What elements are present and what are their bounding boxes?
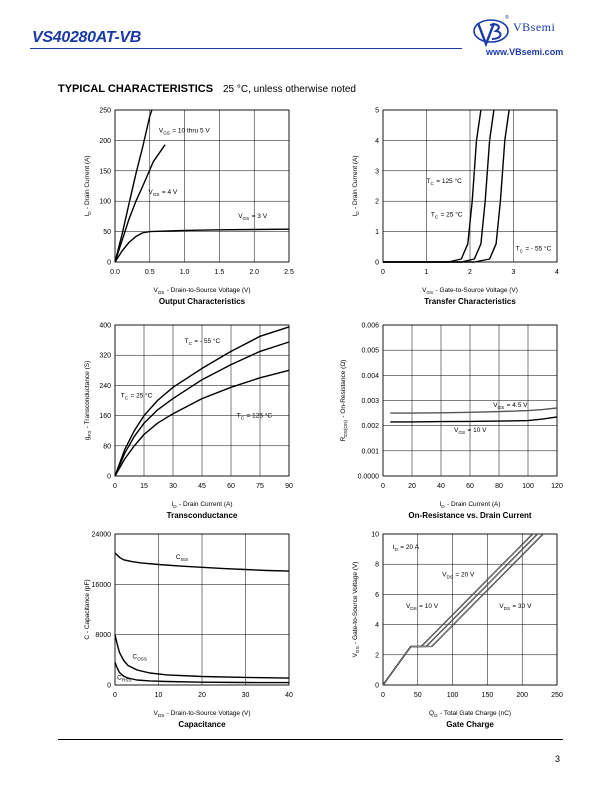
y-tick-label: 0 — [107, 682, 111, 690]
y-tick-label: 150 — [99, 168, 111, 176]
x-tick-label: 20 — [408, 483, 416, 490]
y-axis-label: $g_{FS}$ - Transconductance (S) — [84, 360, 92, 441]
brand-url[interactable]: www.VBsemi.com — [486, 47, 564, 57]
y-tick-label: 5 — [375, 107, 379, 115]
x-tick-label: 50 — [413, 692, 422, 699]
y-tick-label: 80 — [103, 443, 111, 451]
y-tick-label: 0 — [107, 473, 111, 481]
x-axis-label: $Q_G$ - Total Gate Charge (nC) — [428, 710, 512, 718]
y-tick-label: 3 — [375, 168, 379, 176]
x-tick-label: 0.0 — [110, 269, 120, 276]
x-tick-label: 250 — [551, 692, 563, 699]
y-tick-label: 1 — [375, 229, 379, 237]
x-tick-label: 0 — [381, 692, 385, 699]
x-tick-label: 20 — [198, 692, 206, 699]
curve-annotation: $V_{DS}$ = 10 V — [405, 602, 439, 611]
y-axis-label: C - Capacitance (pF) — [84, 579, 91, 640]
chart-title: On-Resistance vs. Drain Current — [408, 511, 532, 520]
curve-annotation: $T_C$ = 125 °C — [236, 412, 273, 421]
part-number: VS40280AT-VB — [32, 29, 142, 46]
y-axis-label: $V_{GS}$ - Gate-to-Source Voltage (V) — [352, 561, 360, 658]
x-tick-label: 2.0 — [249, 269, 260, 276]
y-tick-label: 0.004 — [361, 372, 379, 380]
transfer-characteristics-chart — [338, 104, 564, 312]
curve-annotation: $T_C$ = 25 °C — [430, 211, 463, 220]
y-tick-label: 10 — [371, 531, 379, 539]
x-tick-label: 0 — [381, 483, 385, 490]
x-axis-label: $V_{DS}$ - Drain-to-Source Voltage (V) — [153, 710, 251, 718]
x-axis-label: $V_{DS}$ - Drain-to-Source Voltage (V) — [153, 287, 251, 295]
chart-title: Transconductance — [166, 511, 238, 520]
x-tick-label: 0.5 — [144, 269, 155, 276]
curve-annotation: $I_D$ = 20 A — [392, 544, 419, 553]
y-axis-label: $I_D$ - Drain Current (A) — [84, 155, 92, 217]
transconductance-chart — [78, 318, 294, 522]
x-tick-label: 4 — [555, 269, 559, 276]
y-tick-label: 160 — [99, 413, 111, 421]
curve-annotation: $T_C$ = - 55 °C — [515, 245, 552, 254]
y-axis-label: $I_D$ - Drain Current (A) — [352, 155, 360, 217]
x-tick-label: 200 — [516, 692, 529, 699]
header-rule — [30, 48, 462, 49]
x-tick-label: 2 — [468, 269, 472, 276]
series-line — [115, 229, 289, 262]
x-tick-label: 45 — [198, 483, 206, 490]
capacitance-chart — [78, 528, 294, 732]
curve-annotation: $V_{GS}$ = 4.5 V — [493, 401, 528, 410]
y-tick-label: 0.005 — [361, 347, 379, 355]
y-tick-label: 6 — [375, 591, 379, 599]
y-tick-label: 240 — [99, 382, 111, 390]
y-tick-label: 16000 — [91, 581, 111, 589]
y-tick-label: 4 — [375, 137, 379, 145]
section-note: 25 °C, unless otherwise noted — [223, 84, 356, 95]
y-tick-label: 8 — [375, 561, 379, 569]
curve-annotation: $C_{OSS}$ — [132, 653, 148, 662]
curve-annotation: $C_{RSS}$ — [117, 674, 132, 683]
x-axis-label: $I_D$ - Drain Current (A) — [171, 501, 233, 509]
x-tick-label: 60 — [227, 483, 235, 490]
y-tick-label: 24000 — [91, 531, 111, 539]
x-tick-label: 120 — [551, 483, 563, 490]
y-tick-label: 100 — [99, 198, 111, 206]
x-tick-label: 1.0 — [179, 269, 190, 276]
output-characteristics-chart — [78, 104, 294, 312]
gate-charge-chart — [338, 528, 564, 732]
brand-name: VBsemi — [513, 20, 556, 34]
page-number: 3 — [555, 754, 561, 764]
vbsemi-logo-icon — [472, 17, 510, 51]
y-tick-label: 8000 — [95, 632, 111, 640]
curve-annotation: $V_{DS}$ = 20 V — [442, 571, 475, 580]
series-line — [390, 408, 557, 413]
curve-annotation: $V_{GS}$ = 3 V — [238, 213, 268, 222]
y-tick-label: 0.006 — [361, 322, 379, 330]
y-tick-label: 200 — [99, 137, 111, 145]
x-tick-label: 10 — [154, 692, 163, 699]
x-tick-label: 40 — [437, 483, 445, 490]
x-tick-label: 100 — [446, 692, 459, 699]
y-tick-label: 4 — [375, 622, 379, 630]
brand-registered-mark: ® — [505, 15, 509, 21]
x-axis-label: $V_{GS}$ - Gate-to-Source Voltage (V) — [422, 287, 518, 295]
x-tick-label: 0 — [113, 692, 117, 699]
chart-title: Transfer Characteristics — [424, 297, 516, 306]
y-tick-label: 0 — [375, 259, 379, 267]
y-tick-label: 50 — [103, 229, 111, 237]
x-tick-label: 2.5 — [284, 269, 294, 276]
x-tick-label: 15 — [140, 483, 148, 490]
series-line — [115, 145, 165, 262]
chart-title: Capacitance — [178, 720, 226, 729]
curve-annotation: $T_C$ = 25 °C — [120, 392, 153, 401]
curve-annotation: $T_C$ = - 55 °C — [184, 338, 221, 347]
x-tick-label: 0 — [113, 483, 117, 490]
curve-annotation: $T_C$ = 125 °C — [426, 177, 462, 186]
x-tick-label: 30 — [169, 483, 177, 490]
x-tick-label: 0 — [381, 269, 385, 276]
y-tick-label: 0 — [375, 682, 379, 690]
on-resistance-chart — [332, 318, 564, 522]
curve-annotation: $V_{GS}$ = 4 V — [148, 188, 178, 197]
y-axis-label: $R_{DS(ON)}$ - On-Resistance (Ω) — [340, 359, 348, 442]
curve-annotation: $V_{DS}$ = 30 V — [499, 602, 532, 611]
x-tick-label: 90 — [285, 483, 293, 490]
x-tick-label: 3 — [511, 269, 516, 276]
y-tick-label: 0.0000 — [357, 473, 379, 481]
x-axis-label: $I_D$ - Drain Current (A) — [439, 501, 501, 509]
section-title: TYPICAL CHARACTERISTICS — [58, 83, 214, 95]
y-tick-label: 250 — [99, 107, 111, 115]
series-line — [383, 110, 481, 262]
y-tick-label: 400 — [99, 322, 111, 330]
x-tick-label: 100 — [522, 483, 534, 490]
x-tick-label: 30 — [241, 692, 250, 699]
y-tick-label: 2 — [375, 652, 379, 660]
y-tick-label: 320 — [99, 352, 111, 360]
x-tick-label: 60 — [466, 483, 474, 490]
x-tick-label: 150 — [481, 692, 494, 699]
curve-annotation: $V_{GS}$ = 10 V — [454, 426, 487, 435]
y-tick-label: 2 — [375, 198, 379, 206]
chart-title: Gate Charge — [446, 720, 494, 729]
curve-annotation: $V_{GS}$ = 10 thru 5 V — [158, 127, 210, 136]
chart-title: Output Characteristics — [158, 297, 246, 306]
curve-annotation: $C_{ISS}$ — [175, 554, 189, 563]
x-tick-label: 1.5 — [214, 269, 225, 276]
footer-rule — [58, 739, 563, 740]
y-tick-label: 0.003 — [361, 398, 379, 405]
x-tick-label: 40 — [285, 692, 293, 699]
y-tick-label: 0 — [107, 259, 111, 267]
x-tick-label: 80 — [495, 483, 503, 490]
x-tick-label: 1 — [424, 269, 429, 276]
series-line — [390, 417, 557, 422]
x-tick-label: 75 — [256, 483, 264, 490]
y-tick-label: 0.002 — [361, 423, 379, 431]
y-tick-label: 0.001 — [361, 448, 379, 456]
